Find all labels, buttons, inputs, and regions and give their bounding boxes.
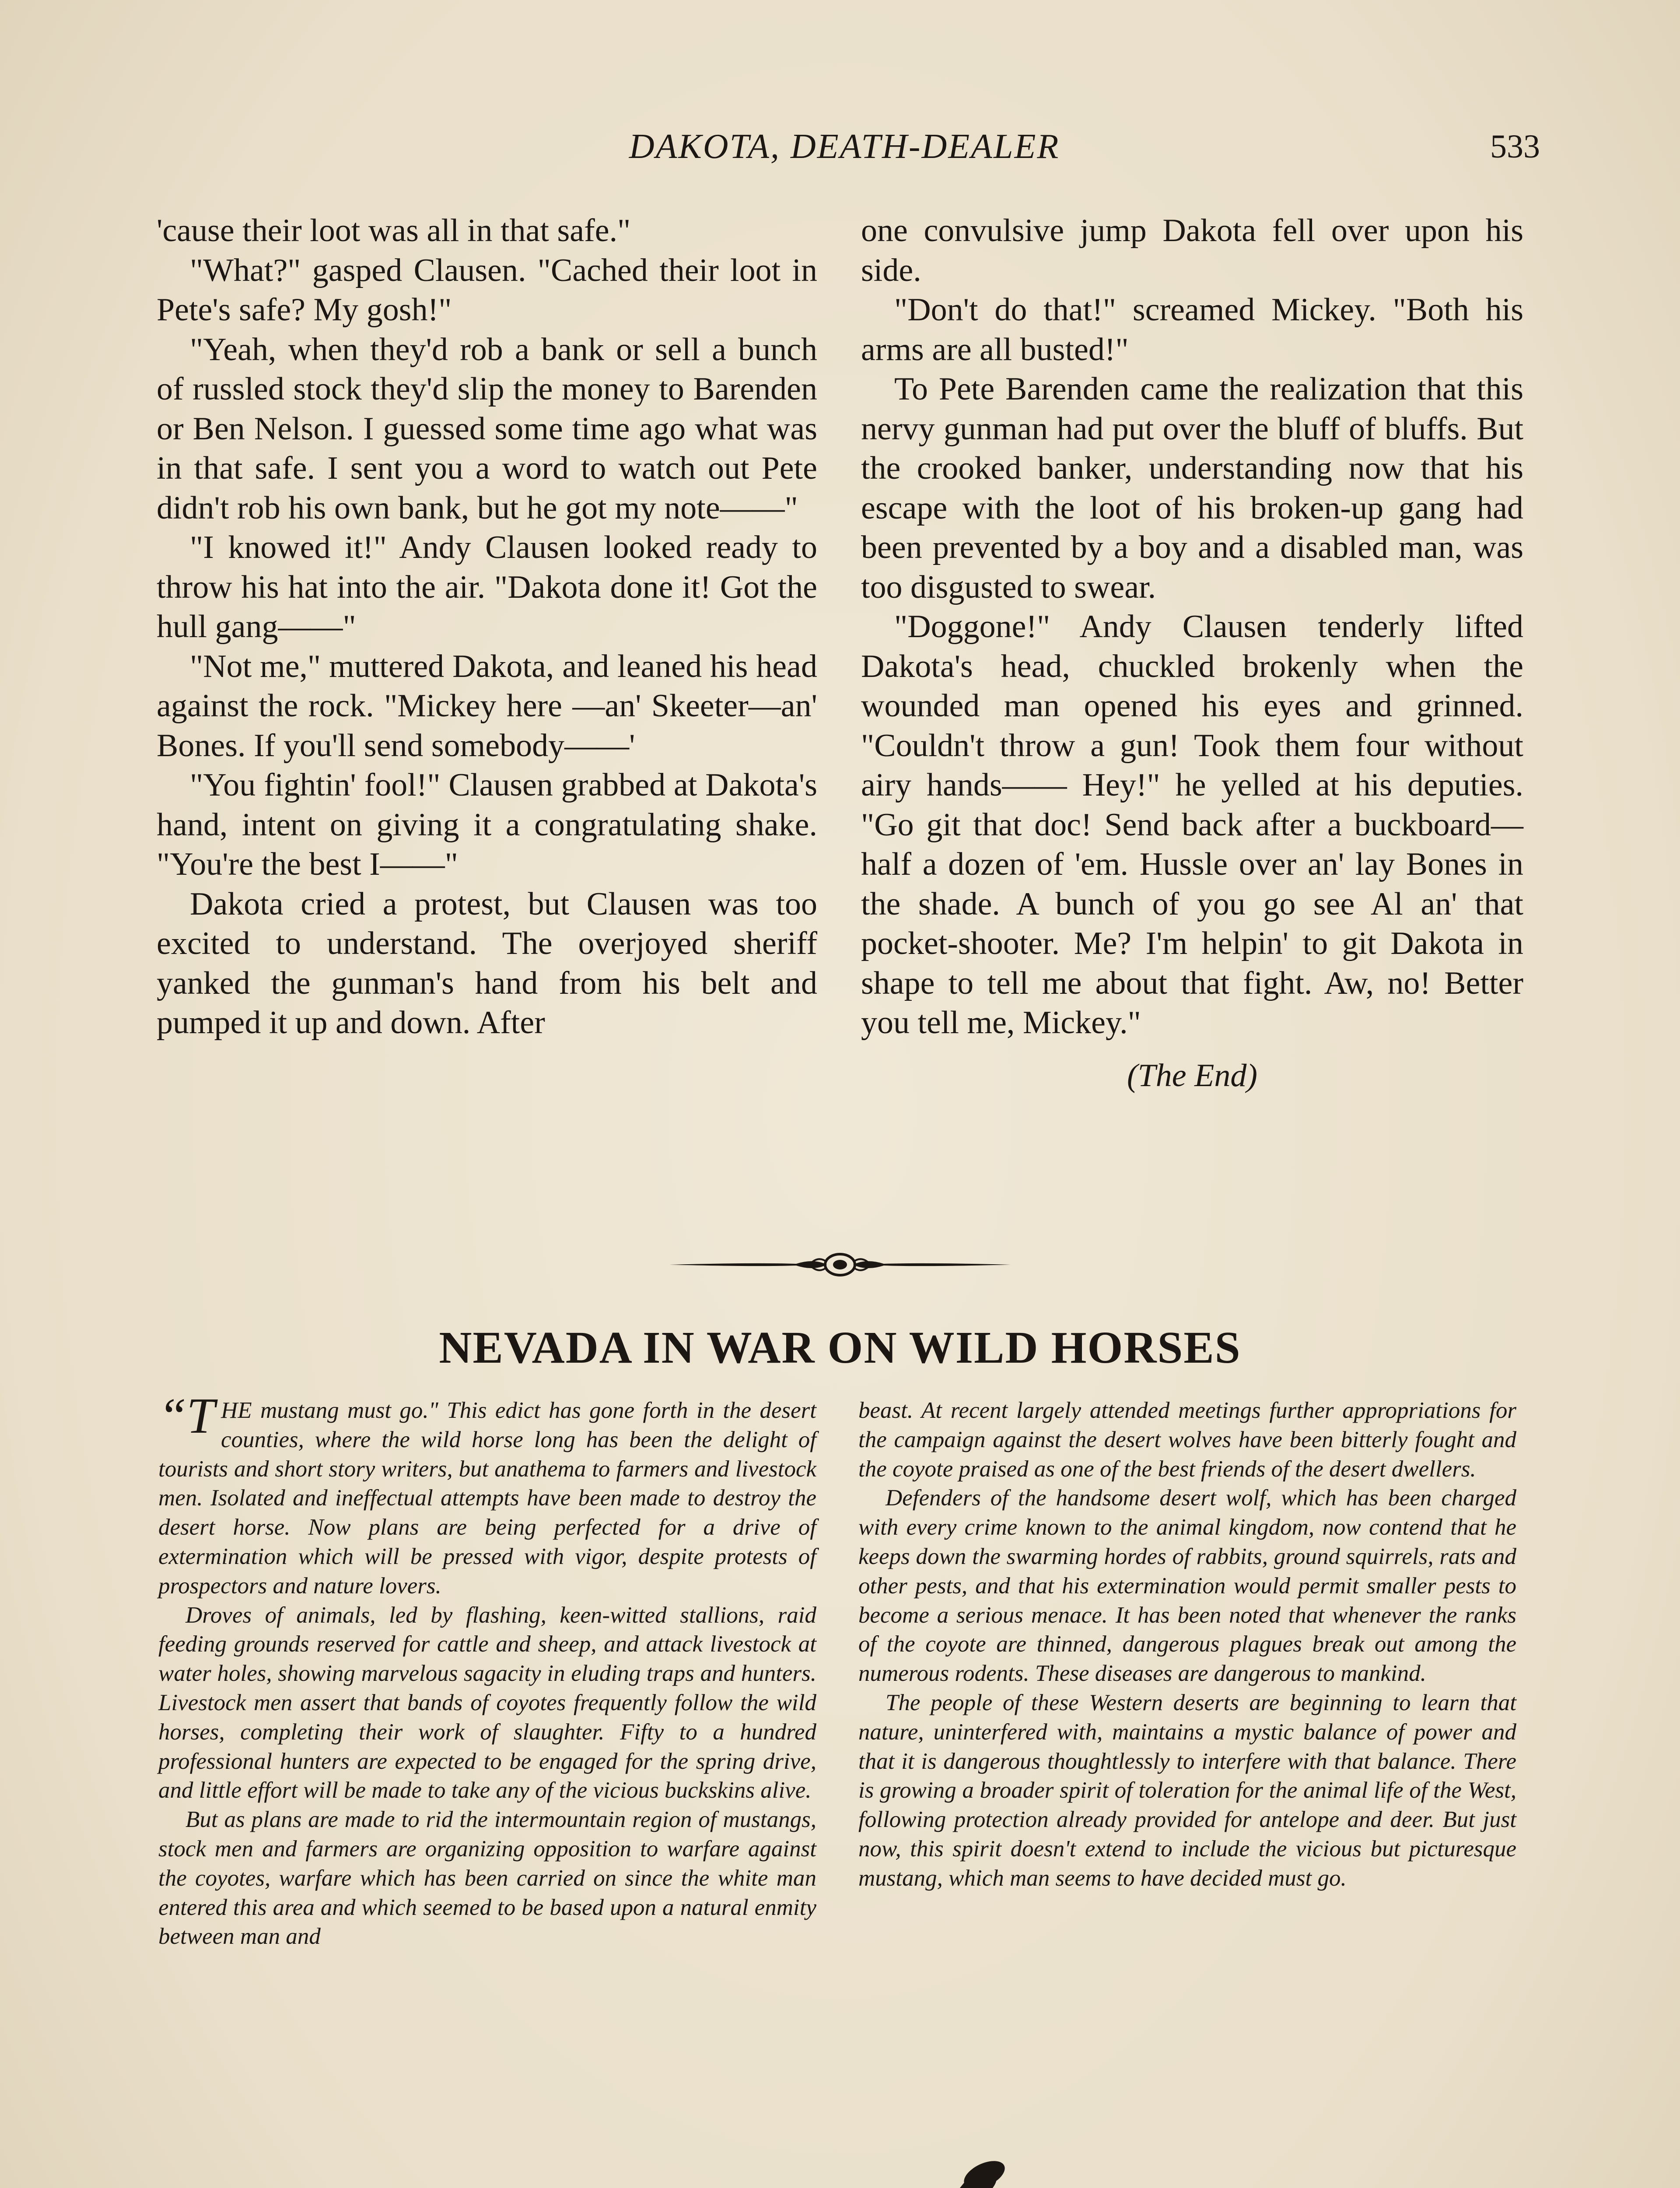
drop-cap bbox=[158, 1388, 215, 1444]
page-number: 533 bbox=[1490, 128, 1540, 165]
story-right-column bbox=[861, 211, 1523, 1095]
article-left-column bbox=[158, 1388, 816, 1951]
article-paragraph: beast. At recent largely attended meetings further appropriations for the campaign against the desert wolves have been bitterly fought and the coyote praised as one of the best friends of the desert dwellers. bbox=[858, 1398, 1516, 1482]
story-paragraph: "You fightin' fool!" Clausen grabbed at Dakota's hand, intent on giving it a congratulating shake. "You're the best I——" bbox=[157, 767, 817, 882]
story-paragraph: "What?" gasped Clausen. "Cached their loot in Pete's safe? My gosh!" bbox=[157, 252, 817, 328]
spur-illustration-icon bbox=[648, 2153, 1024, 2188]
the-end-marker: (The End) bbox=[1127, 1057, 1257, 1094]
lead-text: HE mustang must go." This edict has gone forth in the desert counties, where the wild horse long has been the delight of tourists and short story writers, but anathema to farmers and livestock men. Isolated and ineffectual attempts have been made to destroy the desert horse. Now plans are being perfected for a drive of extermination which will be pressed with vigor, despite protests of prospectors and nature lovers. bbox=[158, 1398, 816, 1599]
section-divider-ornament bbox=[665, 1249, 1015, 1280]
article-headline: NEVADA IN WAR ON WILD HORSES bbox=[439, 1322, 1241, 1373]
story-paragraph: "Not me," muttered Dakota, and leaned his head against the rock. "Mickey here —an' Skeeter—an' Bones. If you'll send somebody——' bbox=[157, 648, 817, 764]
story-left-column bbox=[157, 211, 817, 1043]
article-lead-paragraph bbox=[158, 1388, 816, 1601]
running-title: DAKOTA, DEATH-DEALER bbox=[629, 127, 1060, 166]
story-paragraph: "I knowed it!" Andy Clausen looked ready to throw his hat into the air. "Dakota done it! Got the hull gang——" bbox=[157, 529, 817, 645]
story-paragraph: "Don't do that!" screamed Mickey. "Both his arms are all busted!" bbox=[861, 292, 1523, 368]
story-paragraph: To Pete Barenden came the realization that this nervy gunman had put over the bluff of bluffs. But the crooked banker, understanding now that his escape with the loot of his broken-up gang had been prevented by a boy and a disabled man, was too disgusted to swear. bbox=[861, 371, 1523, 605]
drop-cap-quote: “ bbox=[158, 1388, 187, 1444]
story-paragraph: "Yeah, when they'd rob a bank or sell a bunch of russled stock they'd slip the money to Barenden or Ben Nelson. I guessed some time ago what was in that safe. I sent you a word to watch out Pete didn't rob his own bank, but he got my note——" bbox=[157, 331, 817, 526]
story-paragraph: Dakota cried a protest, but Clausen was too excited to understand. The overjoyed sheriff yanked the gunman's hand from his belt and pumped it up and down. After bbox=[157, 886, 817, 1041]
story-paragraph: 'cause their loot was all in that safe." bbox=[157, 213, 631, 249]
article-paragraph: Defenders of the handsome desert wolf, which has been charged with every crime known to the animal kingdom, now contend that he keeps down the swarming hordes of rabbits, ground squirrels, rats and other pests, and that his extermination would permit smaller pests to become a serious menace. It has been noted that whenever the ranks of the coyote are thinned, dangerous plagues break out among the numerous rodents. These diseases are dangerous to mankind. bbox=[858, 1485, 1516, 1687]
article-paragraph: But as plans are made to rid the intermountain region of mustangs, stock men and farmers are organizing opposition to warfare against the coyotes, warfare which has been carried on since the white man entered this area and which seemed to be based upon a natural enmity between man and bbox=[158, 1807, 816, 1950]
article-right-column bbox=[858, 1396, 1516, 1893]
story-paragraph: "Doggone!" Andy Clausen tenderly lifted Dakota's head, chuckled brokenly when the wounded man opened his eyes and grinned. "Couldn't throw a gun! Took them four without airy hands—— Hey!" he yelled at his deputies. "Go git that doc! Send back after a buckboard—half a dozen of 'em. Hussle over an' lay Bones in the shade. A bunch of you go see Al an' that pocket-shooter. Me? I'm helpin' to git Dakota in shape to tell me about that fight. Aw, no! Better you tell me, Mickey." bbox=[861, 609, 1523, 1041]
article-paragraph: Droves of animals, led by flashing, keen-witted stallions, raid feeding grounds reserved for cattle and sheep, and attack livestock at water holes, showing marvelous sagacity in eluding traps and hunters. Livestock men assert that bands of coyotes frequently follow the wild horses, completing their work of slaughter. Fifty to a hundred professional hunters are expected to be engaged for the spring drive, and little effort will be made to take any of the vicious buckskins alive. bbox=[158, 1602, 816, 1803]
drop-cap-letter: T bbox=[186, 1388, 215, 1444]
story-paragraph: one convulsive jump Dakota fell over upon his side. bbox=[861, 213, 1523, 288]
article-paragraph: The people of these Western deserts are beginning to learn that nature, uninterfered with, maintains a mystic balance of power and that it is dangerous thoughtlessly to interfere with that balance. There is growing a broader spirit of toleration for the animal life of the West, following protection already provided for antelope and deer. But just now, this spirit doesn't extend to include the vicious but picturesque mustang, which man seems to have decided must go. bbox=[858, 1690, 1516, 1891]
